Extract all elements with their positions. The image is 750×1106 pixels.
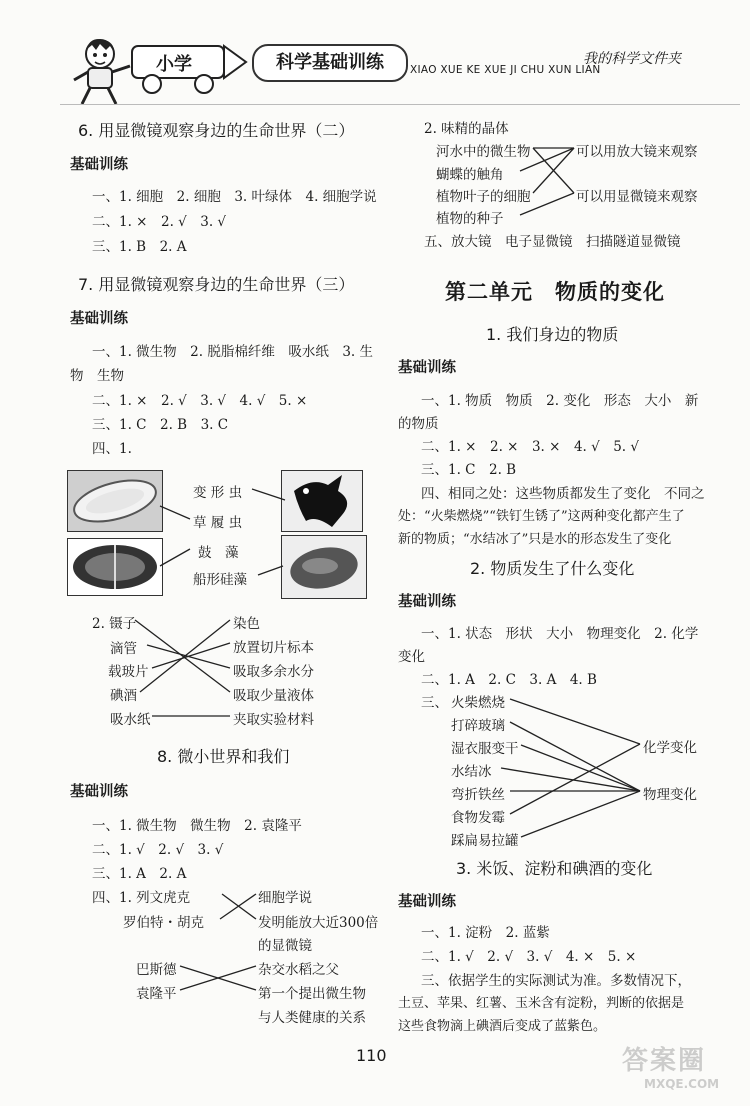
type-chemical: 化学变化 [643,740,697,756]
change-2: 打碎玻璃 [451,718,505,734]
r-section-1-line-4b: 处：“火柴燃烧”“铁钉生锈了”这两种变化都产生了 [398,509,685,524]
fact-3: 的显微镜 [258,938,312,954]
r-q2-target-1: 可以用放大镜来观察 [576,144,698,160]
header-small-label: 小学 [156,54,192,75]
q2-left-2: 载玻片 [108,664,149,680]
q2-left-1: 滴管 [110,641,137,657]
organism-label-2: 草 履 虫 [193,515,243,531]
page-number: 110 [356,1046,387,1065]
organism-label-3: 鼓 藻 [198,545,239,561]
r-section-2-line-1b: 变化 [398,649,425,665]
r-section-3-subtitle: 基础训练 [398,894,456,910]
r-q2-item-4: 植物的种子 [436,211,504,227]
fact-5: 第一个提出微生物 [258,986,366,1002]
r-q2-item-2: 蝴蝶的触角 [436,167,504,183]
change-1: 火柴燃烧 [451,695,505,711]
organism-label-4: 船形硅藻 [193,572,247,588]
r-section-3-line-3c: 这些食物滴上碘酒后变成了蓝紫色。 [398,1019,607,1034]
header-pinyin: XIAO XUE KE XUE JI CHU XUN LIAN [410,64,601,76]
q2-right-3: 吸取多余水分 [233,664,314,680]
r-section-1-line-2: 二、1. × 2. × 3. × 4. √ 5. √ [421,439,639,455]
r-section-1-line-1b: 的物质 [398,416,439,432]
r-section-2-line-1a: 一、1. 状态 形状 大小 物理变化 2. 化学 [421,626,699,642]
r-section-1-line-3: 三、1. C 2. B [421,462,517,478]
q2-right-2: 放置切片标本 [233,640,314,656]
change-3: 湿衣服变干 [451,741,519,757]
fact-4: 杂交水稻之父 [258,962,339,978]
person-2: 罗伯特・胡克 [123,915,204,931]
r-q5: 五、放大镜 电子显微镜 扫描隧道显微镜 [424,234,681,250]
section-6-title: 6. 用显微镜观察身边的生命世界（二） [78,121,355,140]
section-7-title: 7. 用显微镜观察身边的生命世界（三） [78,275,355,294]
type-physical: 物理变化 [643,787,697,803]
organism-label-1: 变 形 虫 [193,485,243,501]
unit-2-title: 第二单元 物质的变化 [445,279,665,304]
change-4: 水结冰 [451,764,492,780]
r-section-3-line-3a: 三、依据学生的实际测试为准。多数情况下， [421,973,691,989]
header-slogan: 我的科学文件夹 [583,51,681,67]
person-4: 袁隆平 [136,986,177,1002]
section-6-line-3: 三、1. B 2. A [92,239,187,255]
r-section-1-subtitle: 基础训练 [398,360,456,376]
r-section-1-line-4a: 四、相同之处：这些物质都发生了变化 不同之 [421,486,705,502]
section-8-subtitle: 基础训练 [70,784,128,800]
section-8-line-2: 二、1. √ 2. √ 3. √ [92,842,224,858]
q2-right-5: 夹取实验材料 [233,712,314,728]
change-5: 弯折铁丝 [451,787,505,803]
section-6-line-2: 二、1. × 2. √ 3. √ [92,214,227,230]
q2-left-4: 吸水纸 [110,712,151,728]
section-7-line-1b: 物 生物 [70,368,124,384]
r-section-1-line-1a: 一、1. 物质 物质 2. 变化 形态 大小 新 [421,393,699,409]
change-7: 踩扁易拉罐 [451,833,519,849]
q2-label: 2. 镊子 [92,616,137,632]
fact-6: 与人类健康的关系 [258,1010,366,1026]
header-title: 科学基础训练 [252,44,408,82]
section-8-title: 8. 微小世界和我们 [157,747,290,766]
r-section-2-subtitle: 基础训练 [398,594,456,610]
r-section-2-title: 2. 物质发生了什么变化 [470,559,635,578]
watermark-logo [622,1040,732,1091]
section-7-line-4: 四、1. [92,441,132,457]
section-7-line-3: 三、1. C 2. B 3. C [92,417,229,433]
q2-left-3: 碘酒 [110,688,137,704]
section-8-line-3: 三、1. A 2. A [92,866,187,882]
change-6: 食物发霉 [451,810,505,826]
section-7-line-2: 二、1. × 2. √ 3. √ 4. √ 5. × [92,393,308,409]
section-8-line-1: 一、1. 微生物 微生物 2. 袁隆平 [92,818,302,834]
r-section-3-line-3b: 土豆、苹果、红薯、玉米含有淀粉，判断的依据是 [398,996,685,1011]
person-3: 巴斯德 [136,962,177,978]
section-6-line-1: 一、1. 细胞 2. 细胞 3. 叶绿体 4. 细胞学说 [92,189,377,205]
q2-right-1: 染色 [233,616,260,632]
r-section-1-title: 1. 我们身边的物质 [486,325,619,344]
watermark-text: 答案圈 [622,1046,707,1076]
section-8-line-4: 四、1. 列文虎克 [92,890,191,906]
fact-2: 发明能放大近300倍 [258,915,379,931]
r-q2-item-3: 植物叶子的细胞 [436,189,531,205]
watermark-url: MXQE.COM [644,1077,720,1091]
r-section-1-line-4c: 新的物质；“水结冰了”只是水的形态发生了变化 [398,532,672,547]
r-section-3-line-2: 二、1. √ 2. √ 3. √ 4. × 5. × [421,949,637,965]
r-section-3-line-1: 一、1. 淀粉 2. 蓝紫 [421,925,550,941]
r-q2-item-1: 河水中的微生物 [436,144,531,160]
section-7-subtitle: 基础训练 [70,311,128,327]
r-q2-target-2: 可以用显微镜来观察 [576,189,698,205]
q2-right-4: 吸取少量液体 [233,688,314,704]
section-6-subtitle: 基础训练 [70,157,128,173]
r-section-2-line-2: 二、1. A 2. C 3. A 4. B [421,672,597,688]
r-section-3-title: 3. 米饭、淀粉和碘酒的变化 [456,859,653,878]
fact-1: 细胞学说 [258,890,312,906]
section-7-line-1a: 一、1. 微生物 2. 脱脂棉纤维 吸水纸 3. 生 [92,344,374,360]
r-q2-label: 2. 味精的晶体 [424,121,509,137]
r-section-2-line-3-prefix: 三、 [421,695,448,711]
